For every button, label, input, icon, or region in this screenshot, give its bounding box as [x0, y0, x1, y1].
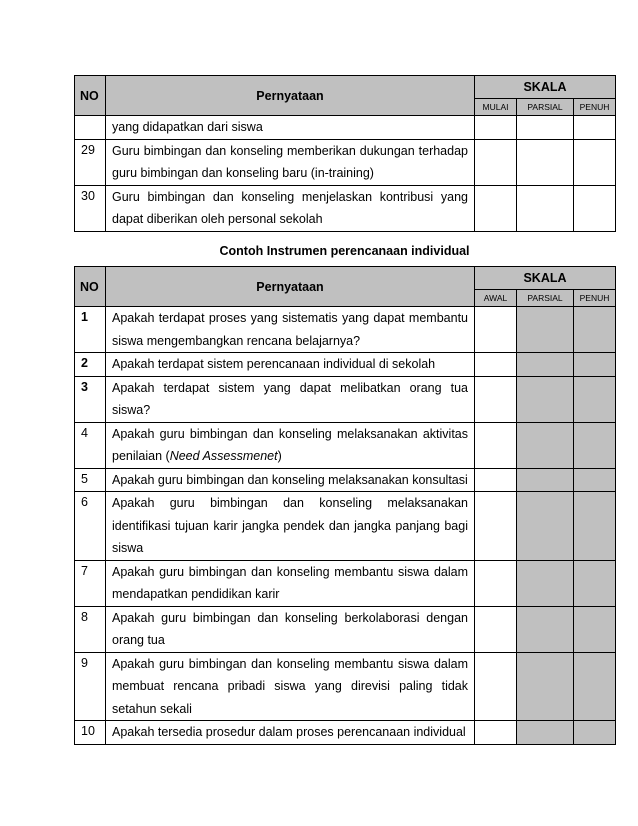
cell-awal[interactable]	[475, 353, 517, 377]
cell-mulai[interactable]	[475, 116, 517, 140]
cell-awal[interactable]	[475, 307, 517, 353]
cell-penuh[interactable]	[574, 139, 616, 185]
row-statement: Apakah terdapat proses yang sistematis yang dapat membantu siswa mengembangkan rencana belajarnya?	[106, 307, 475, 353]
header-pernyataan: Pernyataan	[106, 267, 475, 307]
header-skala: SKALA	[475, 267, 616, 290]
table-row	[75, 353, 616, 377]
cell-penuh[interactable]	[574, 492, 616, 561]
header-skala: SKALA	[475, 76, 616, 99]
row-statement: Apakah guru bimbingan dan konseling melaksanakan identifikasi tujuan karir jangka pendek dan jangka panjang bagi siswa	[106, 492, 475, 561]
cell-penuh[interactable]	[574, 185, 616, 231]
cell-parsial[interactable]	[517, 721, 574, 745]
skala-table-1	[74, 75, 616, 232]
cell-parsial[interactable]	[517, 139, 574, 185]
table-row	[75, 560, 616, 606]
row-statement: yang didapatkan dari siswa	[106, 116, 475, 140]
cell-parsial[interactable]	[517, 652, 574, 721]
cell-awal[interactable]	[475, 721, 517, 745]
cell-parsial[interactable]	[517, 185, 574, 231]
cell-penuh[interactable]	[574, 560, 616, 606]
cell-parsial[interactable]	[517, 422, 574, 468]
header-penuh: PENUH	[574, 290, 616, 307]
cell-penuh[interactable]	[574, 652, 616, 721]
cell-parsial[interactable]	[517, 492, 574, 561]
row-number: 29	[75, 139, 106, 185]
header-no: NO	[75, 267, 106, 307]
header-mulai: MULAI	[475, 99, 517, 116]
row-statement: Apakah guru bimbingan dan konseling membantu siswa dalam membuat rencana pribadi siswa yang direvisi paling tidak setahun sekali	[106, 652, 475, 721]
table-row	[75, 422, 616, 468]
table-row	[75, 468, 616, 492]
cell-awal[interactable]	[475, 560, 517, 606]
row-statement: Apakah guru bimbingan dan konseling melaksanakan konsultasi	[106, 468, 475, 492]
cell-awal[interactable]	[475, 376, 517, 422]
cell-penuh[interactable]	[574, 606, 616, 652]
table-row	[75, 116, 616, 140]
table-row	[75, 307, 616, 353]
cell-parsial[interactable]	[517, 353, 574, 377]
header-awal: AWAL	[475, 290, 517, 307]
cell-parsial[interactable]	[517, 560, 574, 606]
row-number: 30	[75, 185, 106, 231]
header-parsial: PARSIAL	[517, 290, 574, 307]
row-statement: Guru bimbingan dan konseling memberikan dukungan terhadap guru bimbingan dan konseling baru (in-training)	[106, 139, 475, 185]
statement-emphasis: Need Assessmenet	[169, 449, 278, 463]
row-number: 1	[75, 307, 106, 353]
row-statement: Apakah terdapat sistem yang dapat melibatkan orang tua siswa?	[106, 376, 475, 422]
cell-mulai[interactable]	[475, 185, 517, 231]
cell-penuh[interactable]	[574, 116, 616, 140]
row-number: 5	[75, 468, 106, 492]
statement-text-end: )	[277, 449, 282, 463]
row-number: 6	[75, 492, 106, 561]
section-caption: Contoh Instrumen perencanaan individual	[219, 244, 470, 258]
cell-penuh[interactable]	[574, 353, 616, 377]
row-number: 10	[75, 721, 106, 745]
cell-parsial[interactable]	[517, 376, 574, 422]
row-statement: Apakah tersedia prosedur dalam proses perencanaan individual	[106, 721, 475, 745]
row-number: 2	[75, 353, 106, 377]
row-number: 7	[75, 560, 106, 606]
header-penuh: PENUH	[574, 99, 616, 116]
cell-parsial[interactable]	[517, 116, 574, 140]
cell-penuh[interactable]	[574, 468, 616, 492]
statement-text: Apakah guru bimbingan dan konseling melaksanakan aktivitas penilaian (	[112, 426, 468, 463]
row-statement	[106, 422, 475, 468]
table-row	[75, 721, 616, 745]
table-row	[75, 652, 616, 721]
cell-penuh[interactable]	[574, 376, 616, 422]
table-row	[75, 185, 616, 231]
cell-awal[interactable]	[475, 606, 517, 652]
row-number: 4	[75, 422, 106, 468]
cell-awal[interactable]	[475, 492, 517, 561]
row-number: 3	[75, 376, 106, 422]
table-row	[75, 606, 616, 652]
header-pernyataan: Pernyataan	[106, 76, 475, 116]
cell-parsial[interactable]	[517, 606, 574, 652]
cell-parsial[interactable]	[517, 307, 574, 353]
row-number: 9	[75, 652, 106, 721]
cell-awal[interactable]	[475, 422, 517, 468]
header-parsial: PARSIAL	[517, 99, 574, 116]
table-row	[75, 492, 616, 561]
skala-table-2	[74, 266, 616, 745]
cell-awal[interactable]	[475, 652, 517, 721]
cell-penuh[interactable]	[574, 307, 616, 353]
row-statement: Guru bimbingan dan konseling menjelaskan kontribusi yang dapat diberikan oleh personal sekolah	[106, 185, 475, 231]
cell-awal[interactable]	[475, 468, 517, 492]
row-statement: Apakah guru bimbingan dan konseling berkolaborasi dengan orang tua	[106, 606, 475, 652]
table-row	[75, 376, 616, 422]
row-number	[75, 116, 106, 140]
cell-penuh[interactable]	[574, 422, 616, 468]
table-row	[75, 139, 616, 185]
cell-penuh[interactable]	[574, 721, 616, 745]
header-no: NO	[75, 76, 106, 116]
cell-parsial[interactable]	[517, 468, 574, 492]
row-number: 8	[75, 606, 106, 652]
cell-mulai[interactable]	[475, 139, 517, 185]
row-statement: Apakah guru bimbingan dan konseling membantu siswa dalam mendapatkan pendidikan karir	[106, 560, 475, 606]
row-statement: Apakah terdapat sistem perencanaan individual di sekolah	[106, 353, 475, 377]
